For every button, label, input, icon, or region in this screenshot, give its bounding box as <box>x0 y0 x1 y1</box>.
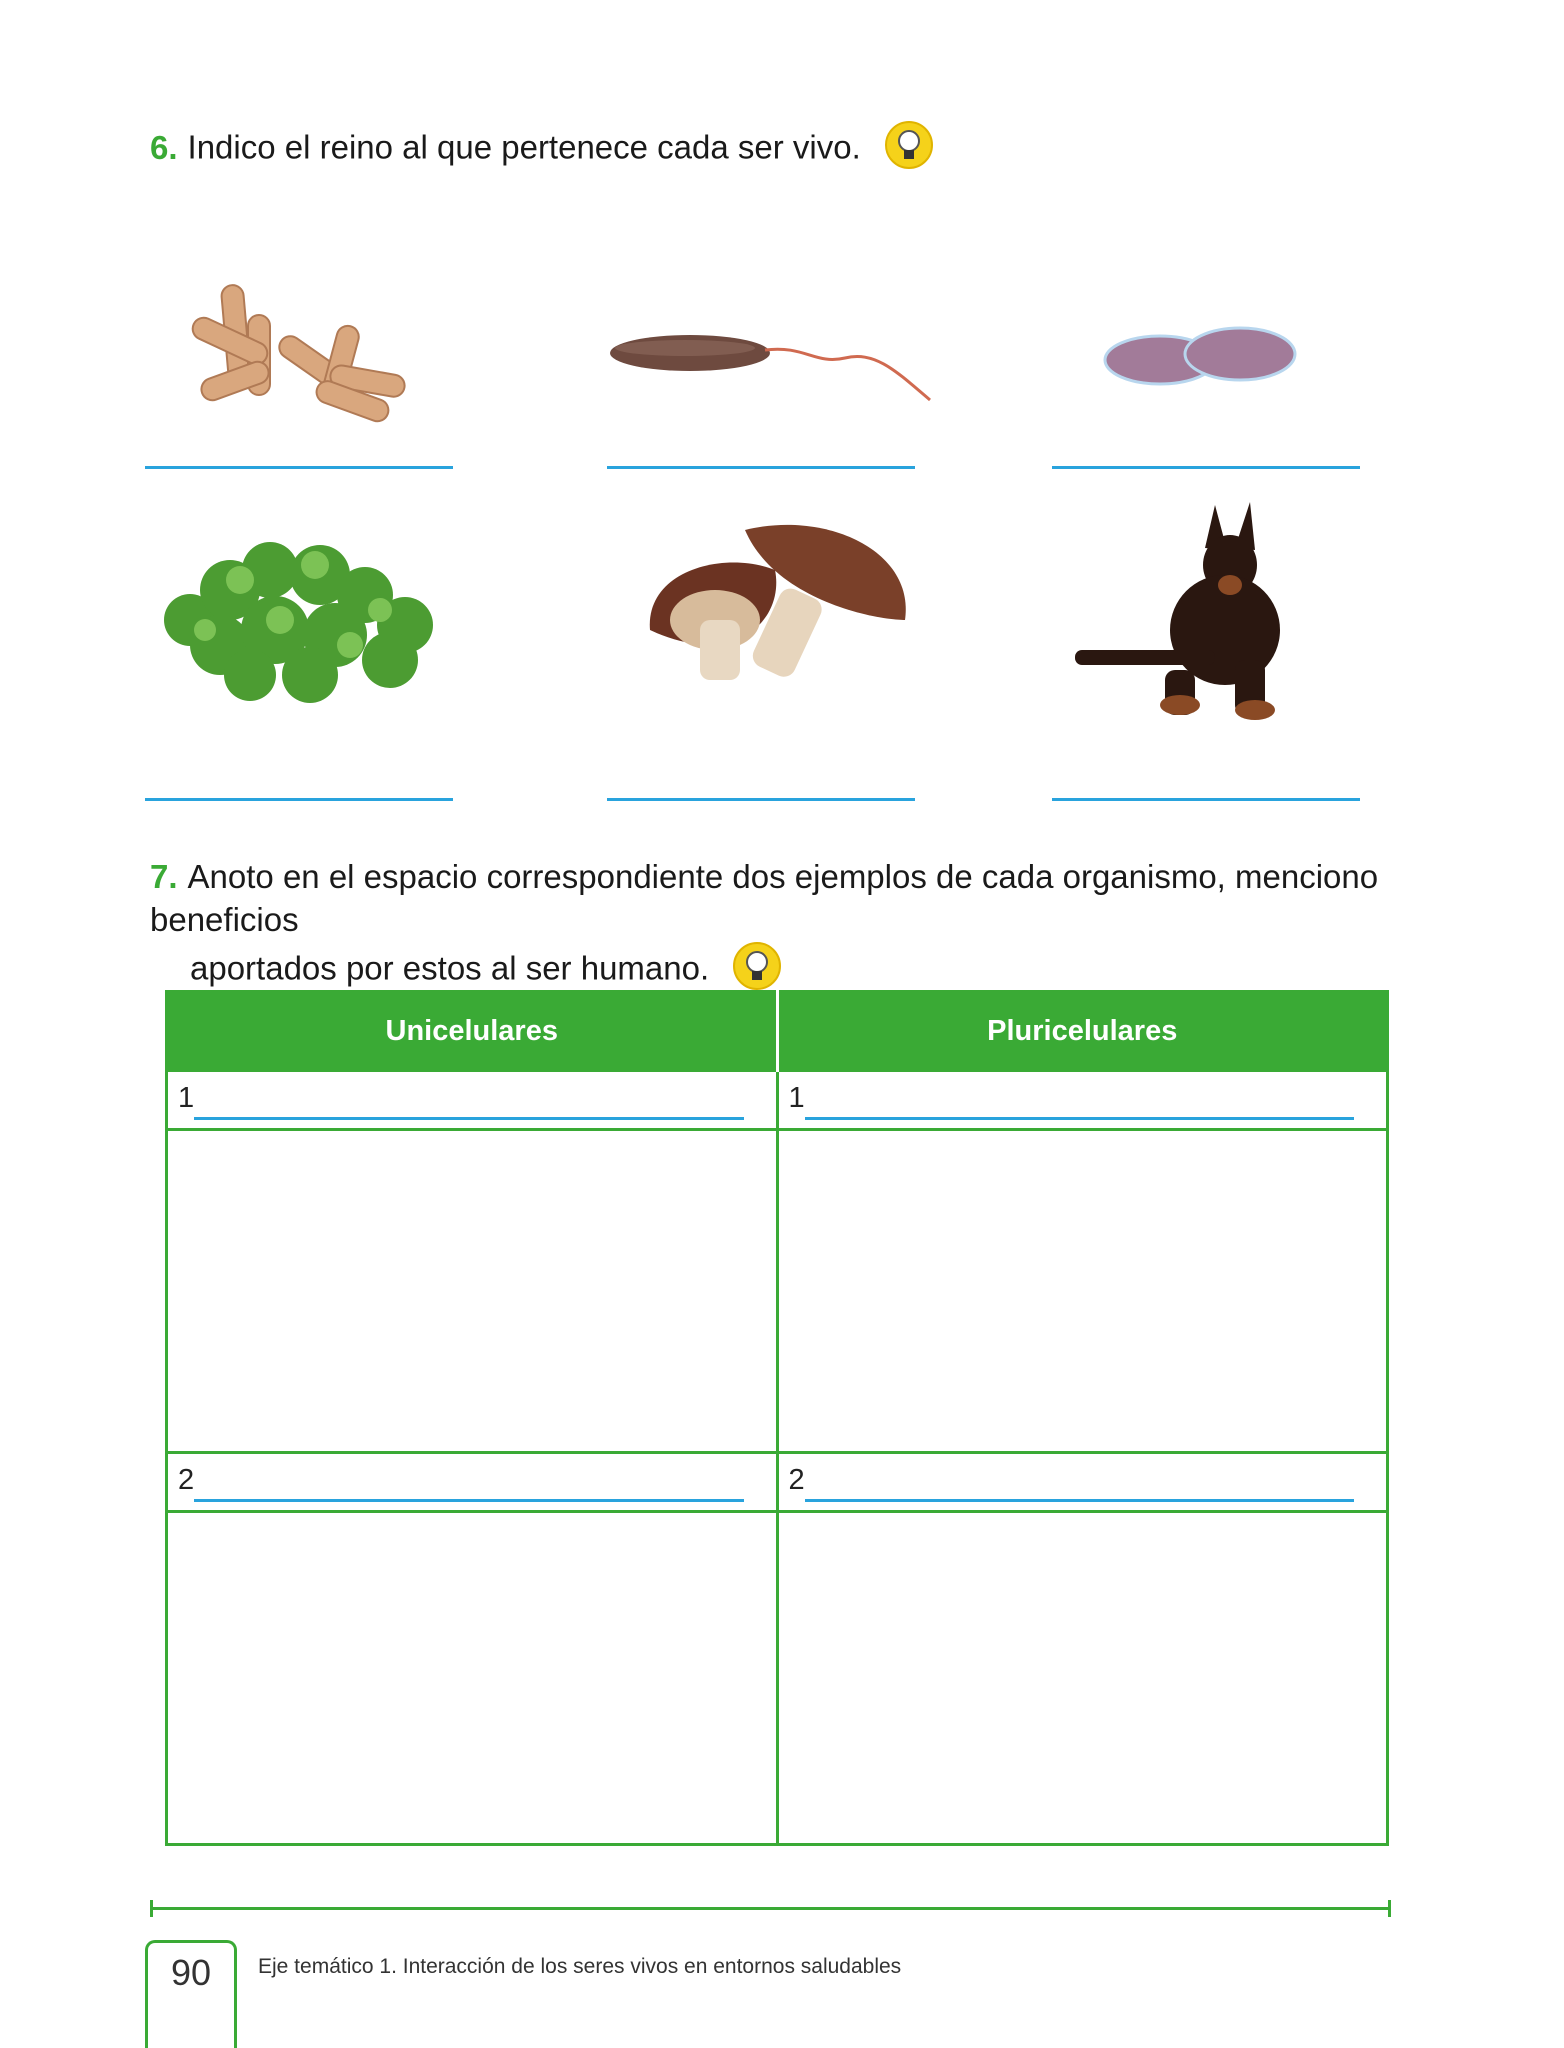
uni-benefits-2[interactable] <box>167 1512 778 1845</box>
uni-example-2[interactable] <box>167 1453 778 1512</box>
footer-rule <box>150 1907 1390 1910</box>
uni-example-1[interactable] <box>167 1071 778 1130</box>
pluri-example-2-line <box>805 1499 1355 1502</box>
uni-example-2-line <box>194 1499 744 1502</box>
diatom-image <box>1100 320 1300 400</box>
lightbulb-icon[interactable] <box>884 120 934 180</box>
row-number: 1 <box>788 1082 805 1114</box>
header-pluricelulares: Pluricelulares <box>777 992 1388 1071</box>
bacilli-image <box>180 275 420 425</box>
question-7-text-2: aportados por estos al ser humano. <box>190 949 710 987</box>
uni-example-1-line <box>194 1117 744 1120</box>
footer-text: Eje temático 1. Interacción de los seres vivos en entornos saludables <box>258 1955 902 1978</box>
question-6-number: 6. <box>150 128 178 166</box>
answer-line-5[interactable] <box>607 798 915 801</box>
row-number: 1 <box>178 1082 195 1114</box>
answer-line-3[interactable] <box>1052 466 1360 469</box>
answer-line-1[interactable] <box>145 466 453 469</box>
answer-line-6[interactable] <box>1052 798 1360 801</box>
question-6 <box>150 120 934 180</box>
doberman-image <box>1065 500 1325 725</box>
footer-tick-right <box>1388 1900 1391 1917</box>
pluri-benefits-1[interactable] <box>777 1130 1388 1453</box>
footer-tick-left <box>150 1900 153 1917</box>
header-unicelulares: Unicelulares <box>167 992 778 1071</box>
plant-image <box>150 510 450 710</box>
organisms-table <box>165 990 1389 1846</box>
page-number: 90 <box>145 1940 237 2048</box>
question-6-text: Indico el reino al que pertenece cada ser vivo. <box>187 128 861 166</box>
question-7 <box>150 855 1390 1001</box>
uni-benefits-1[interactable] <box>167 1130 778 1453</box>
row-number: 2 <box>788 1464 805 1496</box>
row-number: 2 <box>178 1464 195 1496</box>
pluri-example-1-line <box>805 1117 1355 1120</box>
question-7-line-1 <box>150 855 1390 941</box>
answer-line-4[interactable] <box>145 798 453 801</box>
question-7-number: 7. <box>150 858 178 895</box>
pluri-benefits-2[interactable] <box>777 1512 1388 1845</box>
mushrooms-image <box>645 510 915 700</box>
pluri-example-2[interactable] <box>777 1453 1388 1512</box>
flagellated-bacterium-image <box>605 320 935 410</box>
pluri-example-1[interactable] <box>777 1071 1388 1130</box>
answer-line-2[interactable] <box>607 466 915 469</box>
question-7-text-1: Anoto en el espacio correspondiente dos ejemplos de cada organismo, menciono beneficios <box>150 858 1379 938</box>
